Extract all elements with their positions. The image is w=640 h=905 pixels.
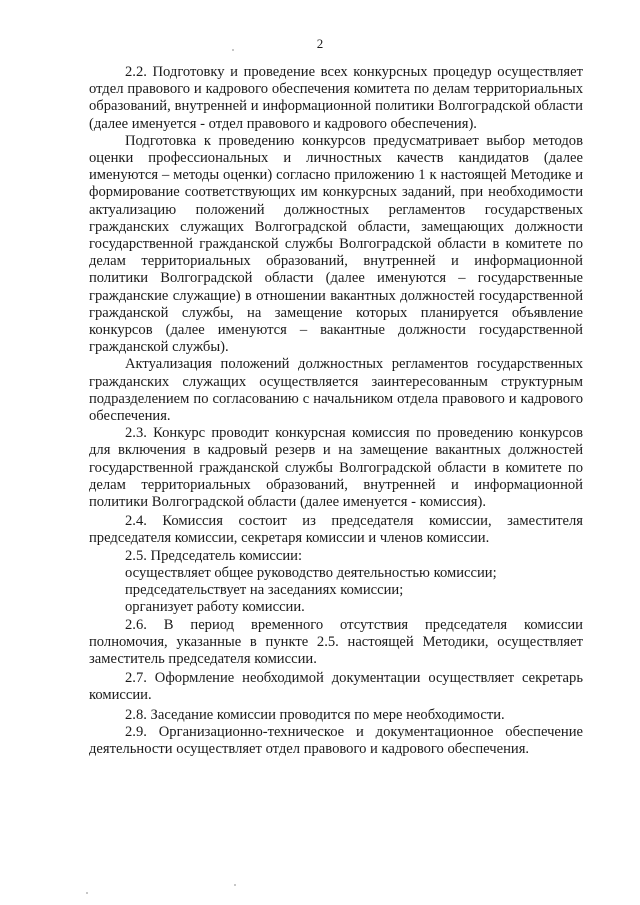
scan-speck	[86, 892, 88, 894]
document-body	[89, 64, 583, 758]
paragraph-2-5: 2.5. Председатель комиссии:	[125, 547, 303, 564]
paragraph-2-9: 2.9. Организационно-техническое и документационное обеспечение деятельности осуществляет отдел правового и кадрового обеспечения.	[89, 723, 583, 757]
paragraph-2-4: 2.4. Комиссия состоит из председателя комиссии, заместителя председателя комиссии, секретаря комиссии и членов комиссии.	[89, 513, 583, 547]
paragraph-2-7: 2.7. Оформление необходимой документации осуществляет секретарь комиссии.	[89, 670, 583, 704]
paragraph-2-5-item-1: осуществляет общее руководство деятельностью комиссии;	[125, 564, 497, 581]
scan-speck	[234, 884, 236, 886]
paragraph-2-8: 2.8. Заседание комиссии проводится по мере необходимости.	[125, 706, 505, 723]
paragraph-2-5-item-3: организует работу комиссии.	[125, 599, 305, 616]
paragraph-2-3: 2.3. Конкурс проводит конкурсная комиссия по проведению конкурсов для включения в кадровый резерв и на замещение вакантных должностей государственной гражданской службы Волгоградской области в комитете по делам территориальных образований, внутренней и информационной политики Волгоградской области (далее именуется - комиссия).	[89, 425, 583, 511]
paragraph-2-6: 2.6. В период временного отсутствия председателя комиссии полномочия, указанные в пункте 2.5. настоящей Методики, осуществляет заместитель председателя комиссии.	[89, 616, 583, 667]
page-number: 2	[316, 36, 324, 51]
paragraph-2-2: 2.2. Подготовку и проведение всех конкурсных процедур осуществляет отдел правового и кадрового обеспечения комитета по делам территориальных образований, внутренней и информационной политики Волгоградской области (далее именуется - отдел правового и кадрового обеспечения).	[89, 64, 583, 132]
paragraph-regulations-update: Актуализация положений должностных регламентов государственных гражданских служащих осуществляется заинтересованным структурным подразделением по согласованию с начальником отдела правового и кадрового обеспечения.	[89, 356, 583, 425]
scan-speck	[232, 49, 234, 51]
paragraph-2-5-item-2: председательствует на заседаниях комиссии;	[125, 582, 404, 599]
paragraph-preparation: Подготовка к проведению конкурсов предусматривает выбор методов оценки профессиональных и личностных качеств кандидатов (далее именуются – методы оценки) согласно приложению 1 к настоящей Методике и формирование соответствующих им конкурсных заданий, при необходимости актуализацию положений должностных регламентов государственых гражданских служащих Волгоградской области, замещающих должности государственной гражданской службы Волгоградской области в комитете по делам территориальных образований, внутренней и информационной политики Волгоградской области (далее именуются – государственные гражданские служащие) в отношении вакантных должностей государственной гражданской службы, на замещение которых планируется объявление конкурсов (далее именуются – вакантные должности государственной гражданской службы).	[89, 132, 583, 356]
